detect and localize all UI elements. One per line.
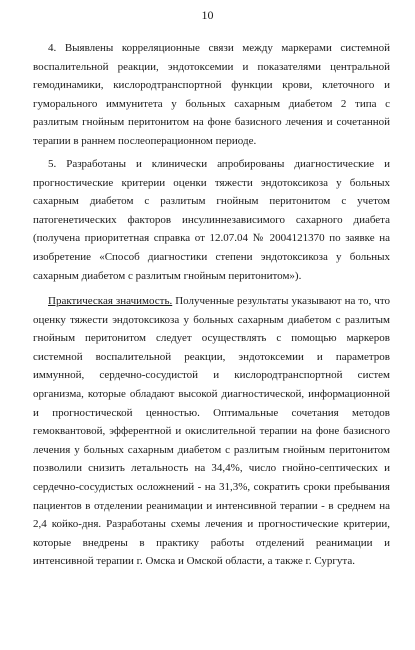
practical-significance-paragraph — [33, 292, 390, 571]
finding-paragraph-5 — [33, 155, 390, 285]
finding-paragraph-4 — [33, 39, 390, 151]
paragraph-text: 5. Разработаны и клинически апробированы диагностические и прогностические критерии оценки тяжести эндотоксикоза у больных сахарным диабетом с разлитым гнойным перитонитом с учетом патогенетических факторов инсулиннезависимого сахарного диабета (получена приоритетная справка от 12.07.04 № 2004121370 по заявке на изобретение «Способ диагностики степени эндотоксикоза у больных сахарным диабетом с разлитым гнойным перитонитом»). — [33, 158, 390, 282]
section-heading: Практическая значимость. — [48, 295, 173, 307]
paragraph-body: Полученные результаты указывают на то, что оценку тяжести эндотоксикоза у больных сахарным диабетом с разлитым гнойным перитонитом следует осуществлять с помощью маркеров системной воспалительной реакции, эндотоксемии и параметров иммунной, сердечно-сосудистой и кислородтранспортной систем организма, которые обладают высокой диагностической, информационной и прогностической ценностью. Оптимальные сочетания методов гемоквантовой, эфферентной и окислительной терапии на фоне базисного лечения у больных сахарным диабетом с разлитым гнойным перитонитом позволили снизить летальность на 34,4%, число гнойно-септических и сердечно-сосудистых осложнений - на 31,3%, сократить сроки пребывания пациентов в отделении реанимации и интенсивной терапии - в среднем на 2,4 койко-дня. Разработаны схемы лечения и прогностические критерии, которые внедрены в практику работы отделений реанимации и интенсивной терапии г. Омска и Омской области, а также г. Сургута. — [33, 295, 391, 568]
paragraph-text: 4. Выявлены корреляционные связи между маркерами системной воспалительной реакции, эндотоксемии и показателями центральной гемодинамики, кислородтранспортной функции крови, клеточного и гуморального иммунитета у больных сахарным диабетом 2 типа с разлитым гнойным перитонитом на фоне базисного лечения и сочетанной терапии в раннем послеоперационном периоде. — [33, 42, 390, 147]
paragraph-text — [33, 292, 390, 571]
page-number: 10 — [201, 8, 214, 22]
